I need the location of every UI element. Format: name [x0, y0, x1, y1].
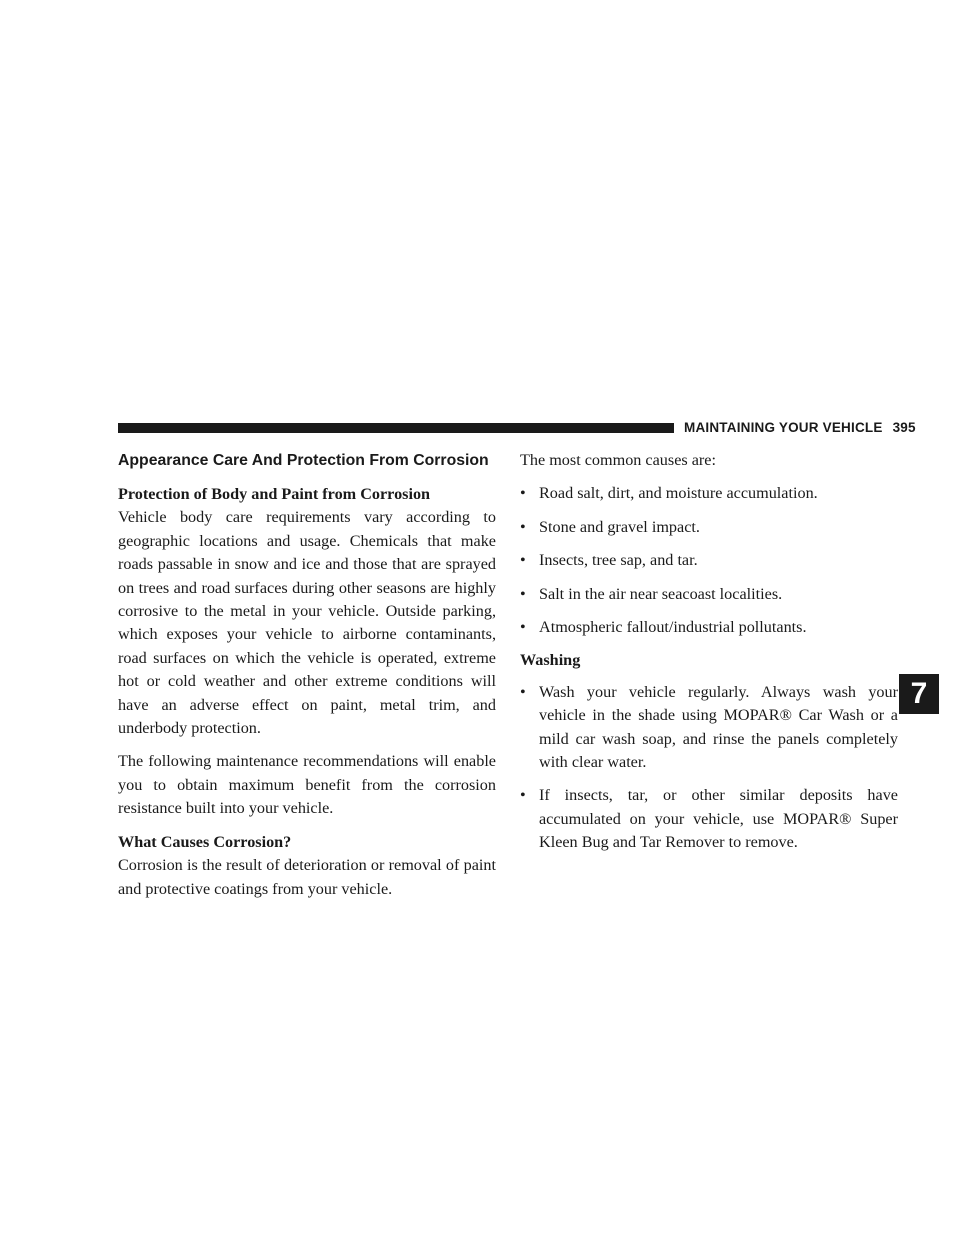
running-header-title: MAINTAINING YOUR VEHICLE — [684, 420, 883, 435]
list-item-text: Salt in the air near seacoast localities. — [539, 584, 783, 603]
list-item — [520, 616, 898, 639]
washing-list — [520, 681, 898, 855]
list-item — [520, 583, 898, 606]
list-item-text: Road salt, dirt, and moisture accumulation. — [539, 484, 818, 503]
bullet-glyph: • — [520, 584, 526, 603]
list-item-text: Insects, tree sap, and tar. — [539, 551, 698, 570]
paragraph-body-care: Vehicle body care requirements vary according to geographic locations and usage. Chemicals that make roads passable in snow and ice and those that are sprayed on trees and road surfaces during other seasons are highly corrosive to the metal in your vehicle. Outside parking, which exposes your vehicle to airborne contaminants, road surfaces on which the vehicle is operated, extreme hot or cold weather and other extreme conditions will have an adverse effect on paint, metal trim, and underbody protection. — [118, 508, 496, 738]
header-rule — [118, 423, 674, 433]
bullet-glyph: • — [520, 618, 526, 637]
list-item-text: Wash your vehicle regularly. Always wash your vehicle in the shade using MOPAR® Car Wash or a mild car wash soap, and rinse the panels completely with clear water. — [539, 682, 898, 772]
list-item — [520, 681, 898, 775]
list-item-text: If insects, tar, or other similar deposits have accumulated on your vehicle, use MOPAR® Super Kleen Bug and Tar Remover to remove. — [539, 786, 898, 852]
bullet-glyph: • — [520, 786, 526, 805]
running-header — [684, 420, 916, 436]
list-item — [520, 549, 898, 572]
section-title: Appearance Care And Protection From Corrosion — [118, 452, 489, 469]
list-item-text: Stone and gravel impact. — [539, 517, 700, 536]
chapter-tab: 7 — [899, 674, 939, 714]
causes-list — [520, 482, 898, 639]
bullet-glyph: • — [520, 484, 526, 503]
list-item — [520, 784, 898, 854]
list-item — [520, 516, 898, 539]
subheading-protection: Protection of Body and Paint from Corrosion — [118, 485, 431, 503]
bullet-glyph: • — [520, 682, 526, 701]
bullet-glyph: • — [520, 517, 526, 536]
list-item — [520, 482, 898, 505]
right-column — [520, 449, 898, 865]
paragraph-recommendations: The following maintenance recommendations will enable you to obtain maximum benefit from the corrosion resistance built into your vehicle. — [118, 752, 496, 818]
paragraph-corrosion-definition: Corrosion is the result of deterioration or removal of paint and protective coatings from your vehicle. — [118, 856, 496, 898]
bullet-glyph: • — [520, 551, 526, 570]
list-item-text: Atmospheric fallout/industrial pollutants. — [539, 618, 807, 637]
left-column — [118, 449, 496, 911]
subheading-washing: Washing — [520, 651, 581, 670]
subheading-what-causes: What Causes Corrosion? — [118, 832, 292, 851]
causes-intro: The most common causes are: — [520, 451, 716, 469]
page-number: 395 — [892, 420, 916, 435]
